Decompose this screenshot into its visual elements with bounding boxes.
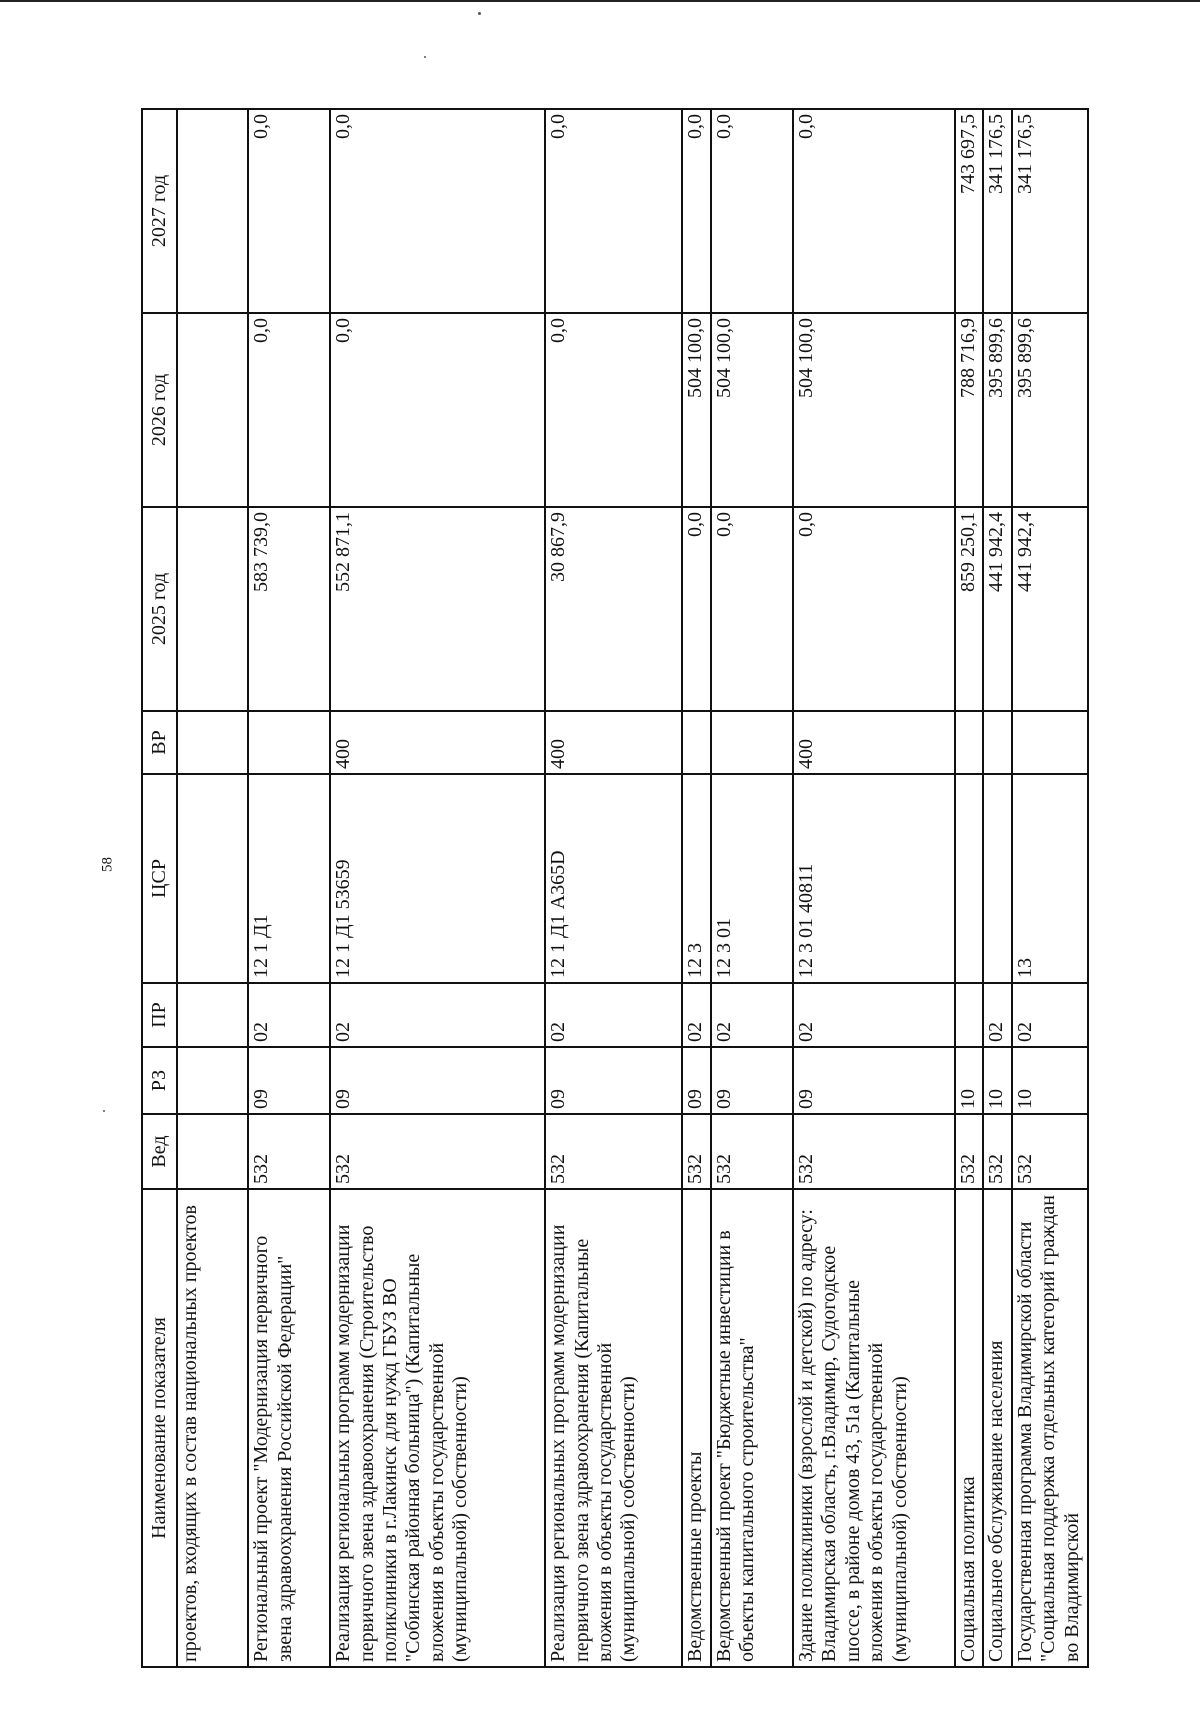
cell-ved: 532 <box>983 1114 1012 1189</box>
cell-pr <box>177 983 249 1047</box>
cell-ved: 532 <box>955 1114 984 1189</box>
cell-pr: 02 <box>983 983 1012 1047</box>
cell-2027: 0,0 <box>330 109 545 313</box>
cell-2026: 0,0 <box>330 313 545 507</box>
header-pr: ПР <box>142 983 177 1047</box>
cell-name: Реализация региональных программ модернизации первичного звена здравоохранения (Капитальные вложения в объекты государственной (муниципальной) собственности) <box>545 1189 682 1667</box>
cell-2027: 0,0 <box>711 109 793 313</box>
cell-name: проектов, входящих в состав национальных проектов <box>177 1189 249 1667</box>
cell-csr: 12 1 Д1 53659 <box>330 774 545 983</box>
cell-2025: 30 867,9 <box>545 507 682 711</box>
cell-ved: 532 <box>248 1114 330 1189</box>
table-row <box>711 109 793 1667</box>
cell-name: Здание поликлиники (взрослой и детской) по адресу: Владимирская область, г.Владимир, Судогодское шоссе, в районе домов 43, 51а (Капитальные вложения в объекты государственной (муниципальной) собственности) <box>793 1189 955 1667</box>
cell-2027: 0,0 <box>248 109 330 313</box>
cell-2025 <box>177 507 249 711</box>
table-row <box>1012 109 1088 1667</box>
cell-vr <box>682 711 711 774</box>
cell-ved: 532 <box>1012 1114 1088 1189</box>
cell-2027: 341 176,5 <box>1012 109 1088 313</box>
cell-name: Региональный проект "Модернизация первичного звена здравоохранения Российской Федерации" <box>248 1189 330 1667</box>
cell-2027: 0,0 <box>545 109 682 313</box>
cell-name: Социальное обслуживание населения <box>983 1189 1012 1667</box>
cell-2026 <box>177 313 249 507</box>
rotated-table-container <box>141 110 1089 1668</box>
cell-2027: 0,0 <box>793 109 955 313</box>
cell-vr <box>711 711 793 774</box>
cell-pr: 02 <box>545 983 682 1047</box>
table-row <box>983 109 1012 1667</box>
header-ved: Вед <box>142 1114 177 1189</box>
header-vr: ВР <box>142 711 177 774</box>
cell-rz: 10 <box>1012 1047 1088 1114</box>
cell-rz: 10 <box>955 1047 984 1114</box>
cell-rz: 09 <box>793 1047 955 1114</box>
cell-csr <box>983 774 1012 983</box>
cell-name: Ведомственный проект "Бюджетные инвестиции в объекты капитального строительства" <box>711 1189 793 1667</box>
table-header-row <box>142 109 177 1667</box>
cell-vr <box>983 711 1012 774</box>
cell-pr: 02 <box>711 983 793 1047</box>
cell-2027 <box>177 109 249 313</box>
cell-rz: 09 <box>711 1047 793 1114</box>
cell-pr: 02 <box>248 983 330 1047</box>
cell-ved: 532 <box>711 1114 793 1189</box>
cell-name: Социальная политика <box>955 1189 984 1667</box>
cell-csr: 13 <box>1012 774 1088 983</box>
cell-csr: 12 3 01 40811 <box>793 774 955 983</box>
cell-vr <box>248 711 330 774</box>
scan-speck <box>478 12 481 15</box>
cell-vr <box>1012 711 1088 774</box>
cell-2025: 583 739,0 <box>248 507 330 711</box>
cell-pr: 02 <box>1012 983 1088 1047</box>
table-row <box>682 109 711 1667</box>
cell-name: Ведомственные проекты <box>682 1189 711 1667</box>
cell-2027: 0,0 <box>682 109 711 313</box>
table-row <box>177 109 249 1667</box>
cell-2026: 395 899,6 <box>983 313 1012 507</box>
cell-2025: 0,0 <box>711 507 793 711</box>
cell-2025: 552 871,1 <box>330 507 545 711</box>
table-row <box>248 109 330 1667</box>
cell-rz: 09 <box>682 1047 711 1114</box>
table-row <box>955 109 984 1667</box>
cell-pr: 02 <box>793 983 955 1047</box>
cell-csr: 12 1 Д1 А365D <box>545 774 682 983</box>
cell-csr: 12 3 01 <box>711 774 793 983</box>
cell-rz: 09 <box>330 1047 545 1114</box>
scan-speck <box>424 56 426 58</box>
cell-2026: 504 100,0 <box>711 313 793 507</box>
cell-csr <box>177 774 249 983</box>
table-row <box>793 109 955 1667</box>
cell-vr <box>955 711 984 774</box>
cell-rz: 10 <box>983 1047 1012 1114</box>
cell-2025: 0,0 <box>682 507 711 711</box>
cell-name: Реализация региональных программ модернизации первичного звена здравоохранения (Строительство поликлиники в г.Лакинск для нужд ГБУЗ ВО "Собинская районная больница") (Капитальные вложения в объекты государственной (муниципальной) собственности) <box>330 1189 545 1667</box>
cell-2026: 504 100,0 <box>682 313 711 507</box>
table-row <box>545 109 682 1667</box>
cell-2026: 395 899,6 <box>1012 313 1088 507</box>
cell-ved: 532 <box>793 1114 955 1189</box>
cell-2026: 0,0 <box>545 313 682 507</box>
cell-vr: 400 <box>793 711 955 774</box>
cell-ved: 532 <box>682 1114 711 1189</box>
cell-rz <box>177 1047 249 1114</box>
header-2025: 2025 год <box>142 507 177 711</box>
header-name: Наименование показателя <box>142 1189 177 1667</box>
header-rz: РЗ <box>142 1047 177 1114</box>
budget-table <box>141 108 1089 1668</box>
cell-ved <box>177 1114 249 1189</box>
cell-2025: 441 942,4 <box>1012 507 1088 711</box>
cell-2026: 788 716,9 <box>955 313 984 507</box>
header-csr: ЦСР <box>142 774 177 983</box>
cell-vr: 400 <box>330 711 545 774</box>
header-2027: 2027 год <box>142 109 177 313</box>
cell-csr: 12 3 <box>682 774 711 983</box>
scan-top-edge <box>0 0 1200 2</box>
cell-rz: 09 <box>545 1047 682 1114</box>
cell-2027: 341 176,5 <box>983 109 1012 313</box>
cell-ved: 532 <box>330 1114 545 1189</box>
cell-2025: 859 250,1 <box>955 507 984 711</box>
cell-ved: 532 <box>545 1114 682 1189</box>
cell-pr: 02 <box>330 983 545 1047</box>
table-row <box>330 109 545 1667</box>
cell-vr: 400 <box>545 711 682 774</box>
scan-speck <box>103 1110 105 1112</box>
page-number: 58 <box>99 857 116 872</box>
cell-2027: 743 697,5 <box>955 109 984 313</box>
cell-pr <box>955 983 984 1047</box>
cell-2026: 504 100,0 <box>793 313 955 507</box>
cell-2025: 441 942,4 <box>983 507 1012 711</box>
cell-vr <box>177 711 249 774</box>
cell-2026: 0,0 <box>248 313 330 507</box>
cell-csr <box>955 774 984 983</box>
header-2026: 2026 год <box>142 313 177 507</box>
cell-2025: 0,0 <box>793 507 955 711</box>
cell-csr: 12 1 Д1 <box>248 774 330 983</box>
cell-rz: 09 <box>248 1047 330 1114</box>
cell-pr: 02 <box>682 983 711 1047</box>
cell-name: Государственная программа Владимирской области "Социальная поддержка отдельных категорий граждан во Владимирской <box>1012 1189 1088 1667</box>
